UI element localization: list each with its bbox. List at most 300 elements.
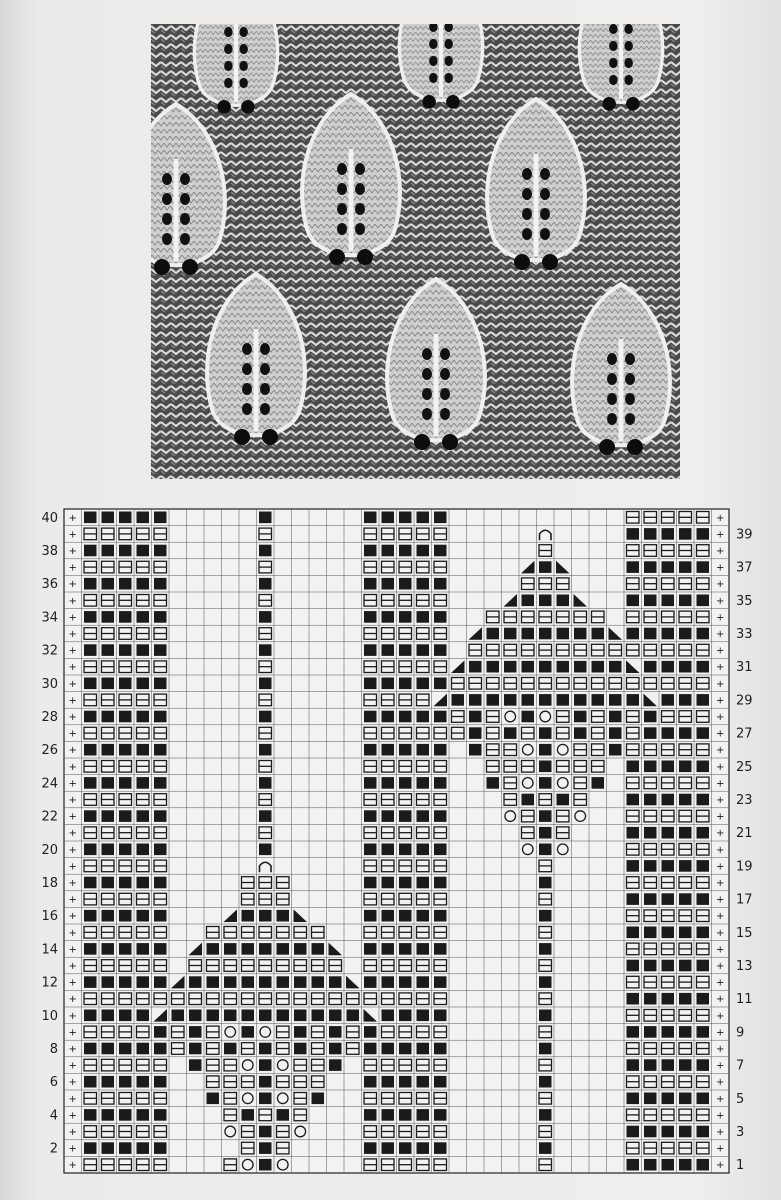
row-number-right: 33 (736, 627, 753, 642)
purl-symbol (259, 976, 272, 988)
purl-symbol (154, 1109, 167, 1121)
edge-stitch-symbol: + (68, 1143, 77, 1155)
purl-symbol (102, 976, 115, 988)
purl-symbol (154, 844, 167, 856)
edge-stitch-symbol: + (68, 761, 77, 773)
row-number-left: 20 (41, 842, 58, 858)
purl-symbol (627, 1126, 640, 1138)
purl-symbol (679, 761, 692, 773)
purl-symbol (399, 611, 412, 623)
purl-symbol (329, 1043, 342, 1055)
purl-symbol (609, 744, 622, 756)
purl-symbol (102, 1076, 115, 1088)
purl-symbol (487, 628, 500, 640)
purl-symbol (364, 910, 377, 922)
edge-stitch-symbol: + (68, 595, 77, 607)
purl-symbol (662, 860, 675, 872)
edge-stitch-symbol: + (716, 512, 725, 524)
purl-symbol (137, 943, 150, 955)
purl-symbol (434, 976, 447, 988)
purl-symbol (102, 910, 115, 922)
purl-symbol (382, 943, 395, 955)
purl-symbol (417, 512, 430, 524)
purl-symbol (312, 943, 325, 955)
purl-symbol (627, 595, 640, 607)
purl-symbol (119, 512, 132, 524)
purl-symbol (697, 628, 710, 640)
purl-symbol (522, 628, 535, 640)
purl-symbol (697, 561, 710, 573)
edge-stitch-symbol: + (716, 894, 725, 906)
row-number-right: 15 (736, 925, 753, 941)
purl-symbol (312, 976, 325, 988)
purl-symbol (434, 545, 447, 557)
purl-symbol (259, 1093, 272, 1105)
left-row-numbers (41, 511, 58, 1157)
purl-symbol (417, 744, 430, 756)
edge-stitch-symbol: + (716, 944, 725, 956)
purl-symbol (364, 1142, 377, 1154)
purl-symbol (662, 628, 675, 640)
purl-symbol (119, 1010, 132, 1022)
purl-symbol (259, 1142, 272, 1154)
purl-symbol (154, 877, 167, 889)
purl-symbol (539, 877, 552, 889)
purl-symbol (329, 1059, 342, 1071)
purl-symbol (137, 976, 150, 988)
edge-stitch-symbol: + (716, 977, 725, 989)
purl-symbol (434, 1076, 447, 1088)
purl-symbol (102, 810, 115, 822)
row-number-left: 24 (41, 776, 58, 792)
edge-stitch-symbol: + (716, 795, 725, 806)
purl-symbol (154, 910, 167, 922)
row-number-right: 7 (736, 1058, 745, 1074)
purl-symbol (644, 927, 657, 939)
purl-symbol (434, 1109, 447, 1121)
row-number-left: 30 (41, 676, 58, 692)
purl-symbol (224, 1043, 237, 1055)
edge-stitch-symbol: + (68, 778, 77, 790)
purl-symbol (434, 877, 447, 889)
purl-symbol (119, 1043, 132, 1055)
edge-stitch-symbol: + (716, 662, 725, 674)
purl-symbol (382, 910, 395, 922)
purl-symbol (557, 694, 570, 706)
edge-stitch-symbol: + (716, 612, 725, 624)
edge-stitch-symbol: + (716, 595, 725, 607)
edge-stitch-symbol: + (68, 546, 77, 557)
edge-stitch-symbol: + (716, 1010, 725, 1022)
purl-symbol (154, 678, 167, 690)
edge-stitch-symbol: + (68, 828, 77, 840)
purl-symbol (434, 744, 447, 756)
purl-symbol (382, 777, 395, 789)
purl-symbol (137, 711, 150, 723)
purl-symbol (382, 976, 395, 988)
purl-symbol (154, 512, 167, 524)
purl-symbol (522, 711, 535, 723)
purl-symbol (679, 694, 692, 706)
purl-symbol (102, 678, 115, 690)
purl-symbol (399, 678, 412, 690)
purl-symbol (434, 678, 447, 690)
purl-symbol (539, 694, 552, 706)
purl-symbol (172, 1010, 185, 1022)
purl-symbol (329, 1010, 342, 1022)
edge-stitch-symbol: + (68, 994, 77, 1006)
purl-symbol (137, 545, 150, 557)
purl-symbol (364, 777, 377, 789)
purl-symbol (242, 943, 255, 955)
purl-symbol (679, 661, 692, 673)
purl-symbol (382, 711, 395, 723)
purl-symbol (697, 827, 710, 839)
purl-symbol (539, 744, 552, 756)
purl-symbol (382, 1142, 395, 1154)
edge-stitch-symbol: + (68, 811, 77, 823)
purl-symbol (259, 678, 272, 690)
edge-stitch-symbol: + (716, 828, 725, 840)
edge-stitch-symbol: + (68, 695, 77, 707)
edge-stitch-symbol: + (68, 1027, 77, 1039)
purl-symbol (312, 1010, 325, 1022)
edge-stitch-symbol: + (716, 1143, 725, 1155)
purl-symbol (627, 1059, 640, 1071)
purl-symbol (84, 844, 97, 856)
purl-symbol (119, 844, 132, 856)
purl-symbol (417, 1109, 430, 1121)
purl-symbol (644, 1059, 657, 1071)
purl-symbol (644, 711, 657, 723)
purl-symbol (679, 528, 692, 540)
purl-symbol (644, 860, 657, 872)
purl-symbol (382, 1010, 395, 1022)
purl-symbol (697, 860, 710, 872)
purl-symbol (399, 943, 412, 955)
purl-symbol (662, 694, 675, 706)
purl-symbol (679, 1159, 692, 1171)
purl-symbol (382, 1043, 395, 1055)
purl-symbol (592, 694, 605, 706)
purl-symbol (679, 1026, 692, 1038)
edge-stitch-symbol: + (68, 562, 77, 574)
purl-symbol (364, 611, 377, 623)
edge-stitch-symbol: + (68, 894, 77, 906)
purl-symbol (84, 1010, 97, 1022)
purl-symbol (189, 1043, 202, 1055)
purl-symbol (242, 1010, 255, 1022)
purl-symbol (84, 611, 97, 623)
purl-symbol (119, 1109, 132, 1121)
purl-symbol (137, 910, 150, 922)
purl-symbol (679, 860, 692, 872)
purl-symbol (154, 611, 167, 623)
purl-symbol (207, 943, 220, 955)
edge-stitch-symbol: + (68, 712, 77, 723)
edge-stitch-symbol: + (68, 844, 77, 856)
purl-symbol (242, 1109, 255, 1121)
edge-stitch-symbol: + (716, 844, 725, 856)
chart-grid (64, 509, 729, 1173)
purl-symbol (469, 694, 482, 706)
purl-symbol (102, 1109, 115, 1121)
purl-symbol (137, 1010, 150, 1022)
purl-symbol (277, 1109, 290, 1121)
purl-symbol (539, 777, 552, 789)
purl-symbol (399, 545, 412, 557)
row-number-left: 14 (41, 942, 58, 958)
edge-stitch-symbol: + (716, 911, 725, 923)
purl-symbol (137, 810, 150, 822)
row-number-right: 17 (736, 892, 753, 908)
purl-symbol (207, 1010, 220, 1022)
purl-symbol (627, 694, 640, 706)
purl-symbol (662, 960, 675, 972)
purl-symbol (364, 1043, 377, 1055)
edge-stitch-symbol: + (68, 1044, 77, 1055)
purl-symbol (662, 561, 675, 573)
purl-symbol (644, 561, 657, 573)
purl-symbol (662, 761, 675, 773)
purl-symbol (574, 694, 587, 706)
purl-symbol (417, 810, 430, 822)
purl-symbol (119, 1076, 132, 1088)
purl-symbol (294, 1026, 307, 1038)
purl-symbol (539, 761, 552, 773)
purl-symbol (364, 578, 377, 590)
purl-symbol (679, 893, 692, 905)
edge-stitch-symbol: + (68, 678, 77, 690)
purl-symbol (277, 943, 290, 955)
edge-stitch-symbol: + (716, 1077, 725, 1089)
purl-symbol (434, 777, 447, 789)
purl-symbol (259, 545, 272, 557)
purl-symbol (417, 545, 430, 557)
purl-symbol (364, 1109, 377, 1121)
edge-stitch-symbol: + (68, 911, 77, 923)
purl-symbol (329, 976, 342, 988)
purl-symbol (662, 993, 675, 1005)
purl-symbol (84, 777, 97, 789)
purl-symbol (102, 877, 115, 889)
purl-symbol (662, 827, 675, 839)
edge-stitch-symbol: + (716, 546, 725, 557)
edge-stitch-symbol: + (716, 712, 725, 723)
row-number-left: 28 (41, 710, 58, 725)
purl-symbol (119, 678, 132, 690)
purl-symbol (399, 844, 412, 856)
purl-symbol (119, 744, 132, 756)
purl-symbol (364, 810, 377, 822)
purl-symbol (382, 1109, 395, 1121)
purl-symbol (697, 1026, 710, 1038)
purl-symbol (382, 844, 395, 856)
purl-symbol (522, 794, 535, 806)
edge-stitch-symbol: + (68, 512, 77, 524)
purl-symbol (539, 1076, 552, 1088)
purl-symbol (259, 910, 272, 922)
row-number-right: 37 (736, 560, 753, 576)
purl-symbol (102, 578, 115, 590)
purl-symbol (119, 877, 132, 889)
purl-symbol (504, 694, 517, 706)
purl-symbol (154, 1076, 167, 1088)
row-number-right: 35 (736, 593, 753, 609)
edge-stitch-symbol: + (716, 1093, 725, 1105)
purl-symbol (399, 910, 412, 922)
purl-symbol (662, 595, 675, 607)
purl-symbol (154, 1043, 167, 1055)
row-number-right: 27 (736, 726, 753, 742)
purl-symbol (522, 661, 535, 673)
purl-symbol (679, 1059, 692, 1071)
edge-stitch-symbol: + (716, 695, 725, 707)
purl-symbol (679, 628, 692, 640)
purl-symbol (539, 561, 552, 573)
purl-symbol (434, 1043, 447, 1055)
purl-symbol (644, 595, 657, 607)
purl-symbol (697, 960, 710, 972)
purl-symbol (434, 578, 447, 590)
purl-symbol (679, 1126, 692, 1138)
purl-symbol (364, 512, 377, 524)
purl-symbol (539, 1109, 552, 1121)
purl-symbol (627, 927, 640, 939)
purl-symbol (102, 644, 115, 656)
row-number-left: 36 (41, 577, 58, 593)
purl-symbol (119, 943, 132, 955)
purl-symbol (382, 644, 395, 656)
purl-symbol (679, 827, 692, 839)
purl-symbol (189, 1010, 202, 1022)
purl-symbol (119, 578, 132, 590)
purl-symbol (277, 910, 290, 922)
purl-symbol (697, 528, 710, 540)
row-number-right: 23 (736, 793, 753, 808)
purl-symbol (242, 976, 255, 988)
edge-stitch-symbol: + (716, 1027, 725, 1039)
purl-symbol (679, 561, 692, 573)
purl-symbol (417, 1043, 430, 1055)
purl-symbol (627, 1093, 640, 1105)
purl-symbol (259, 943, 272, 955)
purl-symbol (329, 1026, 342, 1038)
purl-symbol (224, 1010, 237, 1022)
purl-symbol (574, 711, 587, 723)
purl-symbol (399, 777, 412, 789)
purl-symbol (364, 711, 377, 723)
row-number-left: 22 (41, 809, 58, 825)
edge-stitch-symbol: + (68, 927, 77, 939)
purl-symbol (487, 694, 500, 706)
edge-stitch-symbol: + (68, 1160, 77, 1172)
edge-stitch-symbol: + (68, 745, 77, 757)
purl-symbol (137, 844, 150, 856)
purl-symbol (84, 1142, 97, 1154)
purl-symbol (399, 1010, 412, 1022)
purl-symbol (312, 1093, 325, 1105)
purl-symbol (277, 1010, 290, 1022)
purl-symbol (259, 744, 272, 756)
purl-symbol (224, 943, 237, 955)
purl-symbol (224, 976, 237, 988)
purl-symbol (364, 877, 377, 889)
purl-symbol (242, 1026, 255, 1038)
purl-symbol (697, 794, 710, 806)
purl-symbol (557, 595, 570, 607)
purl-symbol (469, 744, 482, 756)
purl-symbol (539, 727, 552, 739)
purl-symbol (84, 644, 97, 656)
purl-symbol (662, 1026, 675, 1038)
purl-symbol (259, 644, 272, 656)
purl-symbol (102, 943, 115, 955)
purl-symbol (539, 1142, 552, 1154)
edge-stitch-symbol: + (68, 629, 77, 640)
purl-symbol (364, 1026, 377, 1038)
edge-stitch-symbol: + (68, 612, 77, 624)
purl-symbol (259, 578, 272, 590)
purl-symbol (697, 1093, 710, 1105)
edge-stitch-symbol: + (68, 1010, 77, 1022)
edge-stitch-symbol: + (68, 961, 77, 972)
purl-symbol (539, 943, 552, 955)
edge-stitch-symbol: + (716, 1110, 725, 1122)
purl-symbol (259, 1076, 272, 1088)
purl-symbol (364, 844, 377, 856)
purl-symbol (434, 711, 447, 723)
row-number-right: 5 (736, 1091, 745, 1107)
purl-symbol (154, 744, 167, 756)
purl-symbol (417, 910, 430, 922)
purl-symbol (697, 661, 710, 673)
purl-symbol (382, 877, 395, 889)
purl-symbol (574, 727, 587, 739)
purl-symbol (697, 727, 710, 739)
purl-symbol (504, 661, 517, 673)
purl-symbol (469, 711, 482, 723)
purl-symbol (627, 794, 640, 806)
purl-symbol (592, 661, 605, 673)
row-number-left: 2 (49, 1141, 58, 1157)
purl-symbol (644, 960, 657, 972)
purl-symbol (504, 628, 517, 640)
purl-symbol (137, 1142, 150, 1154)
purl-symbol (259, 810, 272, 822)
purl-symbol (84, 910, 97, 922)
purl-symbol (697, 993, 710, 1005)
purl-symbol (697, 1126, 710, 1138)
purl-symbol (434, 512, 447, 524)
purl-symbol (102, 1010, 115, 1022)
row-number-right: 25 (736, 759, 753, 775)
edge-stitch-symbol: + (716, 811, 725, 823)
purl-symbol (399, 578, 412, 590)
purl-symbol (609, 694, 622, 706)
purl-symbol (154, 578, 167, 590)
purl-symbol (434, 611, 447, 623)
purl-symbol (399, 1142, 412, 1154)
purl-symbol (609, 711, 622, 723)
purl-symbol (154, 644, 167, 656)
purl-symbol (207, 1093, 220, 1105)
purl-symbol (382, 1076, 395, 1088)
purl-symbol (644, 1159, 657, 1171)
purl-symbol (644, 661, 657, 673)
purl-symbol (119, 810, 132, 822)
purl-symbol (259, 611, 272, 623)
